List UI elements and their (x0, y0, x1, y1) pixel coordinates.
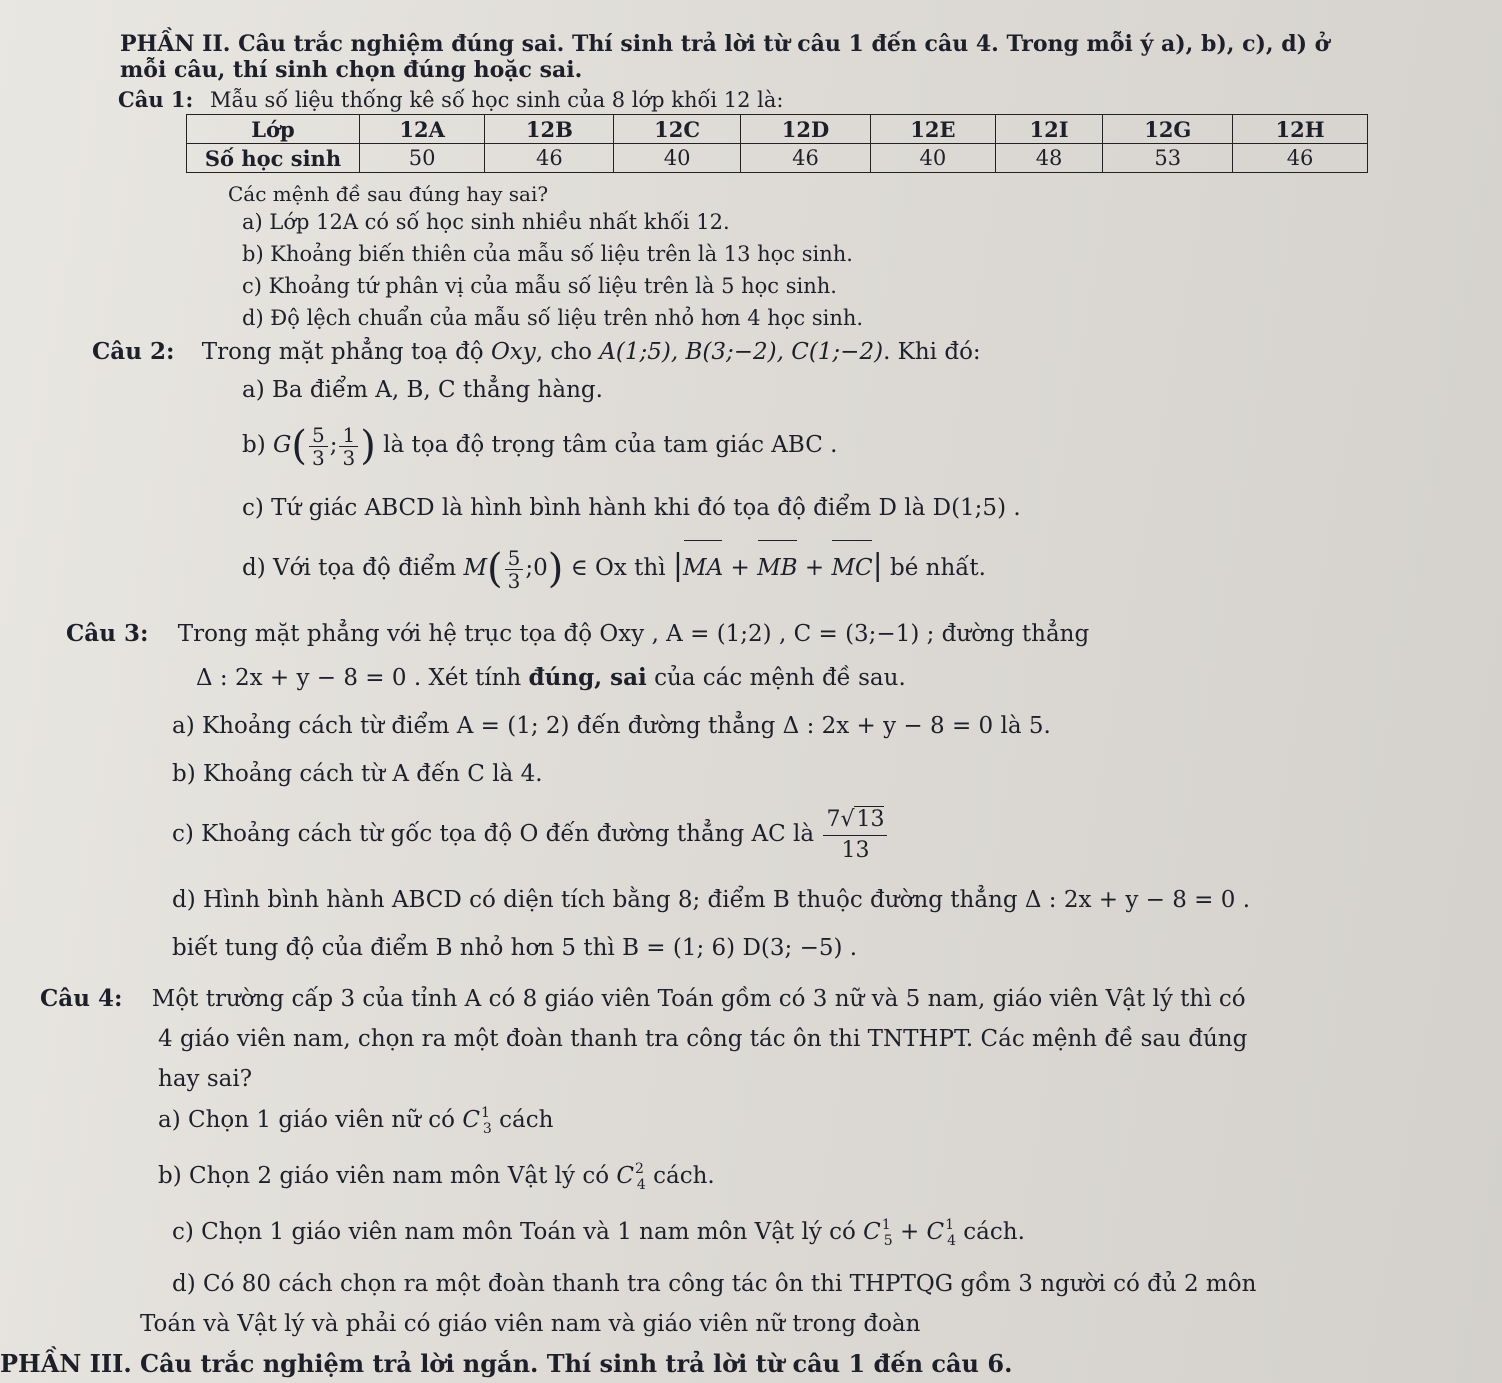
q3-line-text: Δ : 2x + y − 8 = 0 . Xét tính (196, 665, 522, 691)
q2-option-d: d) Với tọa độ điểm M( $\frac{5}{3}$ ;0) ∈ Ox thì |MA + MB + MC| bé nhất. (242, 540, 986, 595)
comb-C: C (616, 1163, 634, 1189)
q3-line (196, 664, 906, 692)
q3-option-c (172, 800, 889, 868)
table-row-classes (187, 115, 1368, 144)
fraction: $\frac{5}{3}$ (309, 424, 328, 469)
table-cell: 12G (1103, 115, 1233, 144)
q4-option-b (158, 1162, 715, 1193)
table-cell: 12E (871, 115, 995, 144)
q2-oxy: Oxy (490, 339, 536, 365)
fraction: $\frac{5}{3}$ (505, 547, 524, 592)
vector-MC: MC (831, 542, 872, 594)
table-cell: 40 (614, 144, 740, 173)
q1-header (118, 86, 784, 114)
q2-d-after: ;0 (525, 555, 548, 581)
table-cell: 46 (740, 144, 870, 173)
q4-stem-line2: 4 giáo viên nam, chọn ra một đoàn thanh tra công tác ôn thi TNTHPT. Các mệnh đề sau đúng (158, 1026, 1248, 1052)
plus-sign: + (804, 555, 825, 581)
q4-stem-line3: hay sai? (158, 1066, 253, 1092)
q1-option-a: a) Lớp 12A có số học sinh nhiều nhất khối 12. (242, 210, 730, 234)
q3-label: Câu 3: (66, 620, 149, 647)
table-cell: 46 (485, 144, 614, 173)
table-cell: 12A (360, 115, 485, 144)
sub: 4 (947, 1233, 956, 1249)
q2-end: . Khi đó: (883, 339, 981, 365)
q2-d-end: bé nhất. (890, 555, 986, 581)
q2-header (92, 338, 981, 366)
table-header-lop: Lớp (187, 115, 360, 144)
table-cell: 12C (614, 115, 740, 144)
vector-MB: MB (757, 542, 797, 594)
fraction: $\frac{1}{3}$ (339, 424, 358, 469)
q4-line1 (40, 985, 1246, 1013)
q3-option-d-line1: d) Hình bình hành ABCD có diện tích bằng 8; điểm B thuộc đường thẳng Δ : 2x + y − 8 = 0 . (172, 887, 1251, 913)
abs-bar: | (672, 548, 684, 583)
q3-header (66, 620, 1089, 648)
part3-heading: PHẦN III. Câu trắc nghiệm trả lời ngắn. Thí sinh trả lời từ câu 1 đến câu 6. (0, 1349, 1013, 1378)
table-header-so-hoc-sinh: Số học sinh (187, 144, 360, 173)
plus-sign: + (899, 1219, 920, 1245)
abs-bar: | (872, 548, 883, 583)
q3-line-bold: đúng, sai (528, 664, 647, 691)
q1-data-table (186, 114, 1368, 173)
table-row-counts (187, 144, 1368, 173)
q4-option-c (172, 1218, 1025, 1249)
q1-option-c: c) Khoảng tứ phân vị của mẫu số liệu trên là 5 học sinh. (242, 274, 837, 298)
q2-option-c: c) Tứ giác ABCD là hình bình hành khi đó tọa độ điểm D là D(1;5) . (242, 495, 1021, 521)
table-cell: 12H (1233, 115, 1368, 144)
table-cell: 48 (995, 144, 1103, 173)
table-cell: 12B (485, 115, 614, 144)
table-cell: 12I (995, 115, 1103, 144)
q4-option-d-line1: d) Có 80 cách chọn ra một đoàn thanh tra công tác ôn thi THPTQG gồm 3 người có đủ 2 môn (172, 1271, 1257, 1297)
q2-cho: , cho (535, 339, 592, 365)
sup: 2 (634, 1161, 644, 1177)
sub: 4 (636, 1177, 646, 1193)
q3-option-d-line2: biết tung độ của điểm B nhỏ hơn 5 thì B = (1; 6) D(3; −5) . (172, 935, 858, 961)
q4-c-text: c) Chọn 1 giáo viên nam môn Toán và 1 nam môn Vật lý có (172, 1219, 856, 1245)
table-cell: 46 (1233, 144, 1368, 173)
q1-question: Các mệnh đề sau đúng hay sai? (228, 182, 549, 206)
q2-label: Câu 2: (92, 338, 175, 365)
q4-b-text: b) Chọn 2 giáo viên nam môn Vật lý có (158, 1163, 610, 1189)
q2-option-a: a) Ba điểm A, B, C thẳng hàng. (242, 377, 603, 403)
q3-line-end: của các mệnh đề sau. (654, 665, 906, 691)
table-cell: 53 (1103, 144, 1233, 173)
q2-b-G: G (273, 432, 292, 458)
q4-a-text: a) Chọn 1 giáo viên nữ có (158, 1107, 456, 1133)
fraction-7-sqrt13-over-13: $\frac{7√13}{13}$ (823, 805, 887, 866)
sub: 5 (883, 1233, 893, 1249)
comb-C: C (462, 1107, 480, 1133)
q3-option-a: a) Khoảng cách từ điểm A = (1; 2) đến đường thẳng Δ : 2x + y − 8 = 0 là 5. (172, 713, 1051, 739)
vector-MA: MA (683, 542, 723, 594)
q2-d-M: M (463, 555, 488, 581)
q3-option-b: b) Khoảng cách từ A đến C là 4. (172, 761, 543, 787)
q2-stem: Trong mặt phẳng toạ độ (201, 339, 484, 365)
comb-C: C (863, 1219, 881, 1245)
sub: 3 (482, 1121, 492, 1137)
q4-c-end: cách. (963, 1219, 1025, 1245)
q2-b-prefix: b) (242, 432, 266, 458)
q1-option-b: b) Khoảng biến thiên của mẫu số liệu trên là 13 học sinh. (242, 242, 853, 266)
q3-c-text: c) Khoảng cách từ gốc tọa độ O đến đường thẳng AC là (172, 821, 815, 847)
q1-option-d: d) Độ lệch chuẩn của mẫu số liệu trên nhỏ hơn 4 học sinh. (242, 306, 864, 330)
q1-stem: Mẫu số liệu thống kê số học sinh của 8 lớp khối 12 là: (209, 88, 784, 112)
q4-a-end: cách (499, 1107, 554, 1133)
q1-label: Câu 1: (118, 87, 194, 112)
q2-d-in: ∈ Ox thì (570, 555, 666, 581)
q3-stem: Trong mặt phẳng với hệ trục tọa độ Oxy , A = (1;2) , C = (3;−1) ; đường thẳng (177, 621, 1090, 647)
table-cell: 40 (871, 144, 995, 173)
plus-sign: + (730, 555, 750, 581)
q4-label: Câu 4: (40, 985, 123, 1012)
q2-option-b: b) G( $\frac{5}{3}$ ; $\frac{1}{3}$ ) là tọa độ trọng tâm của tam giác ABC . (242, 422, 838, 470)
part2-heading-line2: mỗi câu, thí sinh chọn đúng hoặc sai. (120, 57, 583, 83)
table-cell: 50 (360, 144, 485, 173)
q2-d-prefix: d) Với tọa độ điểm (242, 555, 457, 581)
q2-points: A(1;5), B(3;−2), C(1;−2) (599, 339, 884, 365)
q4-option-a (158, 1106, 553, 1137)
q4-b-end: cách. (653, 1163, 715, 1189)
part2-heading-line1: PHẦN II. Câu trắc nghiệm đúng sai. Thí sinh trả lời từ câu 1 đến câu 4. Trong mỗi ý a), b), c), d) ở (120, 31, 1330, 57)
q2-b-text: là tọa độ trọng tâm của tam giác ABC . (383, 432, 838, 458)
q4-option-d-line2: Toán và Vật lý và phải có giáo viên nam và giáo viên nữ trong đoàn (140, 1311, 921, 1337)
sup: 1 (480, 1105, 490, 1121)
comb-C: C (926, 1219, 945, 1245)
table-cell: 12D (740, 115, 870, 144)
q4-stem-line1: Một trường cấp 3 của tỉnh A có 8 giáo viên Toán gồm có 3 nữ và 5 nam, giáo viên Vật lý thì có (151, 986, 1246, 1012)
sup: 1 (881, 1217, 891, 1233)
sup: 1 (945, 1217, 955, 1233)
